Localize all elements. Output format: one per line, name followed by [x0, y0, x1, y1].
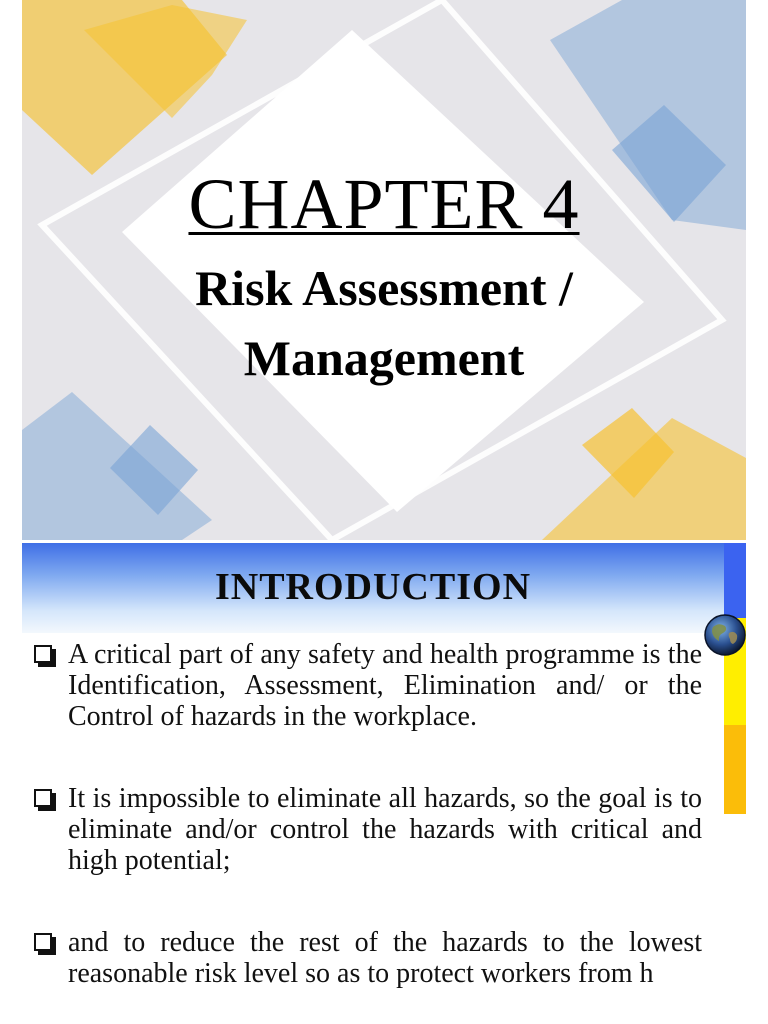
title-banner	[22, 543, 724, 633]
subtitle-line-1: Risk Assessment /	[195, 260, 573, 316]
bullet-text: A critical part of any safety and health programme is the Identification, Assessment, Elimination and/ or the Control of hazards in the workplace.	[68, 639, 702, 732]
subtitle-line-2: Management	[243, 330, 525, 386]
introduction-title: INTRODUCTION	[214, 566, 532, 608]
bullet-item	[32, 639, 702, 732]
chapter-title: CHAPTER 4	[188, 164, 580, 244]
bullet-text: and to reduce the rest of the hazards to the lowest reasonable risk level so as to protect workers from h	[68, 927, 702, 989]
bullet-item	[32, 783, 702, 876]
side-strip-orange	[724, 725, 746, 814]
introduction-slide	[22, 543, 768, 1024]
chapter-subtitle	[22, 253, 746, 393]
chapter-cover-slide	[22, 0, 746, 540]
checkbox-icon	[34, 933, 52, 951]
bullet-text: It is impossible to eliminate all hazards, so the goal is to eliminate and/or control the hazards with critical and high potential;	[68, 783, 702, 876]
checkbox-icon	[34, 789, 52, 807]
globe-icon	[703, 613, 747, 657]
checkbox-icon	[34, 645, 52, 663]
bullet-list	[32, 639, 702, 989]
bullet-item	[32, 927, 702, 989]
side-strip-blue	[724, 543, 746, 618]
